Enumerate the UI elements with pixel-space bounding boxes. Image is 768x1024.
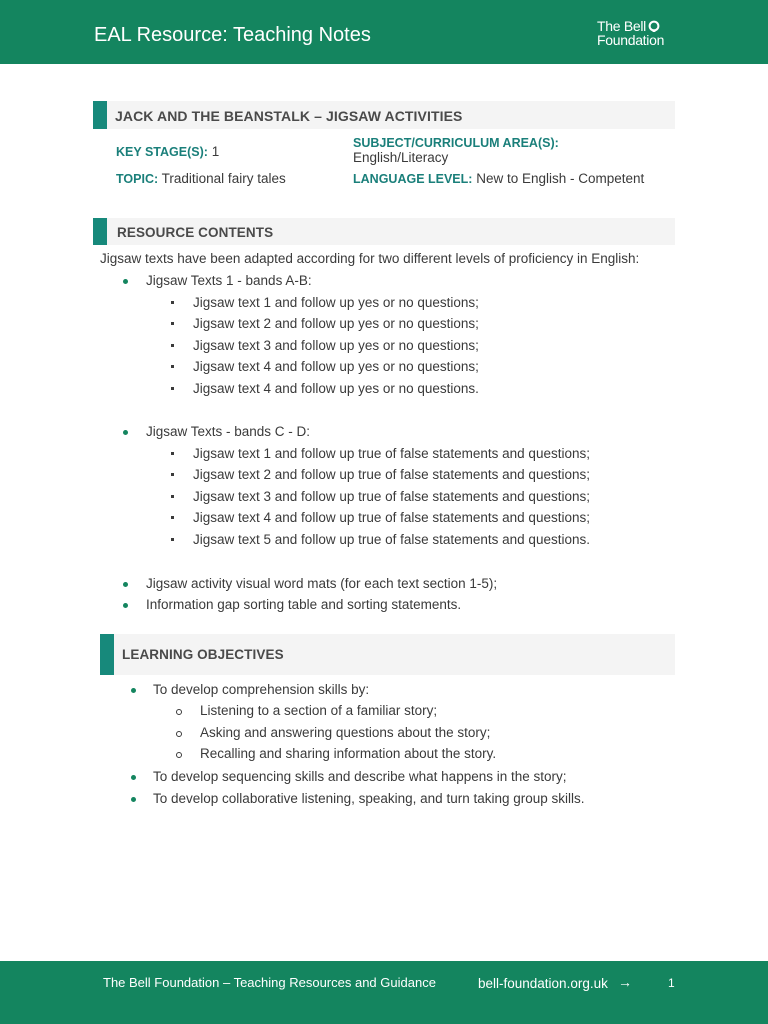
list-item: Jigsaw activity visual word mats (for each text section 1-5); bbox=[146, 576, 498, 591]
resource-intro: Jigsaw texts have been adapted according for two different levels of proficiency in English: bbox=[100, 251, 640, 266]
square-bullet bbox=[171, 473, 174, 476]
list-item: Jigsaw text 2 and follow up yes or no questions; bbox=[193, 316, 479, 331]
logo-line2: Foundation bbox=[597, 32, 665, 48]
bullet-dot bbox=[123, 279, 128, 284]
topic bbox=[116, 171, 286, 186]
title-accent bbox=[93, 101, 107, 129]
learning-objectives-heading: LEARNING OBJECTIVES bbox=[122, 647, 284, 662]
group2-label: Jigsaw Texts - bands C - D: bbox=[146, 424, 311, 439]
bullet-dot bbox=[123, 603, 128, 608]
square-bullet bbox=[171, 538, 174, 541]
objective-item: To develop comprehension skills by: bbox=[153, 682, 370, 697]
circle-bullet bbox=[176, 709, 182, 715]
topic-label: TOPIC: bbox=[116, 172, 159, 186]
resource-contents-bar bbox=[93, 218, 675, 245]
logo-line1: The Bell bbox=[597, 18, 646, 34]
subject-area bbox=[353, 136, 559, 165]
arrow-right-icon[interactable]: → bbox=[618, 974, 632, 990]
bullet-dot bbox=[131, 797, 136, 802]
bullet-dot bbox=[131, 775, 136, 780]
title-bar bbox=[93, 101, 675, 129]
objective-subitem: Asking and answering questions about the story; bbox=[200, 725, 491, 740]
page-header-title: EAL Resource: Teaching Notes bbox=[94, 24, 371, 46]
circle-bullet bbox=[176, 731, 182, 737]
square-bullet bbox=[171, 322, 174, 325]
list-item: Jigsaw text 1 and follow up yes or no questions; bbox=[193, 295, 479, 310]
bullet-dot bbox=[123, 582, 128, 587]
resource-title: JACK AND THE BEANSTALK – JIGSAW ACTIVITIES bbox=[115, 108, 463, 124]
list-item: Information gap sorting table and sorting statements. bbox=[146, 597, 462, 612]
square-bullet bbox=[171, 301, 174, 304]
footer-website-link[interactable]: bell-foundation.org.uk bbox=[478, 976, 608, 991]
key-stage-value: 1 bbox=[211, 144, 220, 159]
subject-value: English/Literacy bbox=[353, 150, 449, 165]
list-item: Jigsaw text 4 and follow up yes or no questions. bbox=[193, 381, 479, 396]
key-stage bbox=[116, 144, 219, 159]
objective-item: To develop sequencing skills and describe what happens in the story; bbox=[153, 769, 567, 784]
objective-subitem: Recalling and sharing information about the story. bbox=[200, 746, 497, 761]
footer-text: The Bell Foundation – Teaching Resources and Guidance bbox=[103, 975, 436, 990]
list-item: Jigsaw text 2 and follow up true of false statements and questions; bbox=[193, 467, 590, 482]
footer-bar bbox=[0, 961, 768, 1024]
bell-icon bbox=[648, 20, 660, 32]
page-number: 1 bbox=[668, 976, 675, 990]
square-bullet bbox=[171, 365, 174, 368]
key-stage-label: KEY STAGE(S): bbox=[116, 145, 208, 159]
header-bar bbox=[0, 0, 768, 64]
square-bullet bbox=[171, 452, 174, 455]
list-item: Jigsaw text 4 and follow up yes or no questions; bbox=[193, 359, 479, 374]
subject-label: SUBJECT/CURRICULUM AREA(S): bbox=[353, 136, 559, 150]
language-level bbox=[353, 171, 644, 186]
objective-item: To develop collaborative listening, speaking, and turn taking group skills. bbox=[153, 791, 585, 806]
list-item: Jigsaw text 3 and follow up yes or no questions; bbox=[193, 338, 479, 353]
bullet-dot bbox=[131, 688, 136, 693]
square-bullet bbox=[171, 516, 174, 519]
learning-objectives-bar bbox=[100, 634, 675, 675]
list-item: Jigsaw text 3 and follow up true of false statements and questions; bbox=[193, 489, 590, 504]
list-item: Jigsaw text 5 and follow up true of false statements and questions. bbox=[193, 532, 590, 547]
learning-objectives-accent bbox=[100, 634, 114, 675]
square-bullet bbox=[171, 495, 174, 498]
objective-subitem: Listening to a section of a familiar story; bbox=[200, 703, 438, 718]
bullet-dot bbox=[123, 430, 128, 435]
language-level-value: New to English - Competent bbox=[476, 171, 645, 186]
resource-contents-heading: RESOURCE CONTENTS bbox=[117, 225, 274, 240]
circle-bullet bbox=[176, 752, 182, 758]
topic-value: Traditional fairy tales bbox=[161, 171, 286, 186]
language-level-label: LANGUAGE LEVEL: bbox=[353, 172, 473, 186]
square-bullet bbox=[171, 387, 174, 390]
list-item: Jigsaw text 4 and follow up true of false statements and questions; bbox=[193, 510, 590, 525]
group1-label: Jigsaw Texts 1 - bands A-B: bbox=[146, 273, 312, 288]
list-item: Jigsaw text 1 and follow up true of false statements and questions; bbox=[193, 446, 590, 461]
square-bullet bbox=[171, 344, 174, 347]
bell-foundation-logo bbox=[597, 19, 664, 48]
resource-contents-accent bbox=[93, 218, 107, 245]
